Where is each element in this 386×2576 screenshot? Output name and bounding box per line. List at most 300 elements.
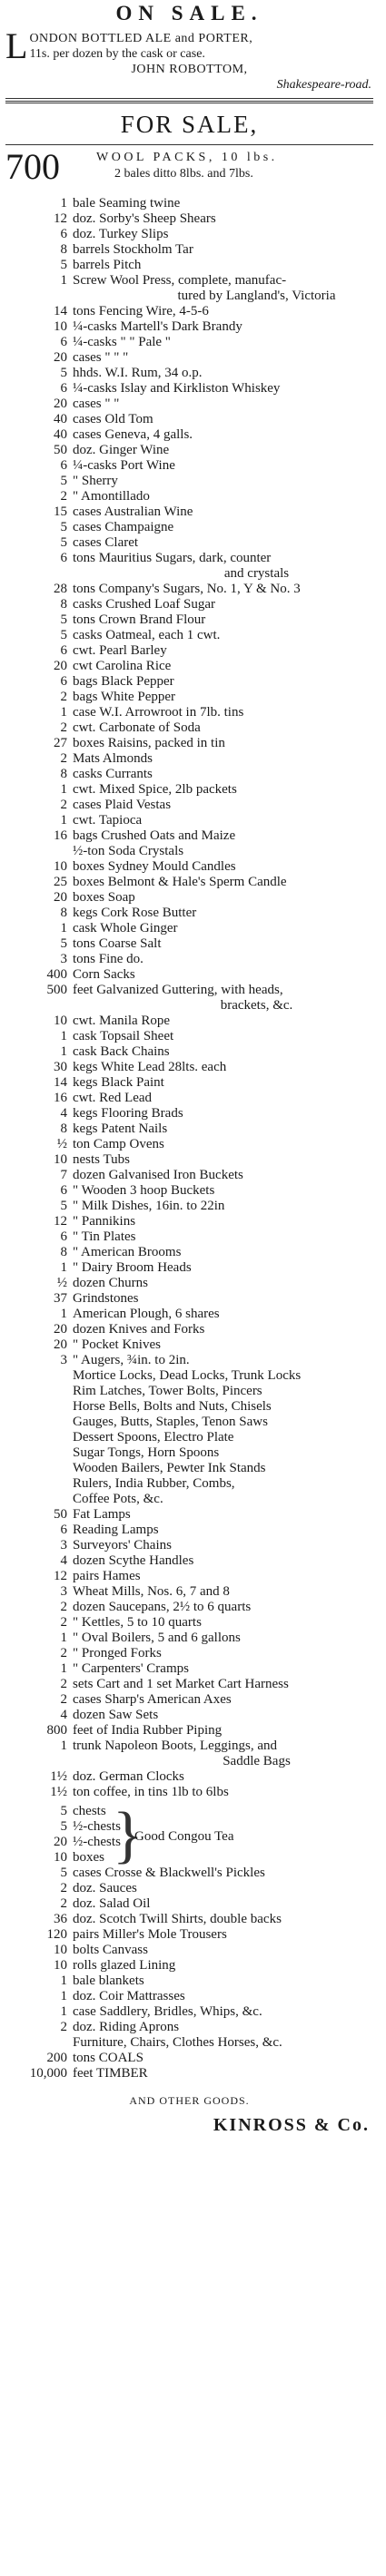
item-quantity: 5 — [60, 535, 67, 550]
item-description: boxes Belmont & Hale's Sperm Candle — [73, 875, 287, 889]
list-item — [5, 1739, 373, 1754]
item-description: feet of India Rubber Piping — [73, 1723, 223, 1738]
item-description: trunk Napoleon Boots, Leggings, and — [73, 1739, 277, 1753]
divider — [5, 144, 373, 145]
item-quantity: 1 — [60, 813, 67, 828]
item-description: nests Tubs — [73, 1152, 130, 1167]
item-description: case Saddlery, Bridles, Whips, &c. — [73, 2004, 262, 2019]
item-description: tons Fencing Wire, 4-5-6 — [73, 304, 209, 318]
list-item — [5, 1075, 373, 1091]
item-quantity: 4 — [60, 1708, 67, 1722]
item-quantity: 5 — [60, 474, 67, 488]
list-item — [5, 2035, 373, 2051]
item-quantity: 15 — [54, 504, 67, 519]
list-item — [5, 443, 373, 458]
list-item — [5, 504, 373, 520]
item-description: ¼-casks Islay and Kirkliston Whiskey — [73, 381, 281, 396]
ad-seller-name: JOHN ROBOTTOM, — [131, 63, 248, 76]
item-description: boxes Soap — [73, 890, 135, 905]
item-quantity: 5 — [60, 1819, 67, 1834]
item-quantity: 20 — [54, 1835, 67, 1849]
item-description: Saddle Bags — [223, 1754, 291, 1768]
item-description: brackets, &c. — [220, 998, 293, 1013]
item-description: cases " " — [73, 397, 120, 411]
item-description: ¼-casks Martell's Dark Brandy — [73, 319, 242, 334]
item-quantity: 2 — [60, 751, 67, 766]
item-quantity: 2 — [60, 1646, 67, 1660]
item-description: " Tin Plates — [73, 1229, 136, 1244]
item-description: boxes Sydney Mould Candles — [73, 859, 236, 874]
item-quantity: 5 — [60, 1804, 67, 1818]
item-quantity: 16 — [54, 1091, 67, 1105]
list-item — [5, 1584, 373, 1600]
item-quantity: 2 — [60, 1600, 67, 1614]
item-quantity: 12 — [54, 211, 67, 226]
list-item — [5, 890, 373, 906]
item-quantity — [5, 1430, 73, 1445]
item-description: Dessert Spoons, Electro Plate — [73, 1430, 234, 1445]
item-description: dozen Galvanised Iron Buckets — [73, 1168, 243, 1182]
item-quantity: 2 — [60, 1881, 67, 1895]
item-quantity: 8 — [60, 597, 67, 612]
item-description: cases Australian Wine — [73, 504, 193, 519]
item-description: doz. Scotch Twill Shirts, double backs — [73, 1912, 282, 1926]
list-item — [5, 1260, 373, 1276]
list-item — [5, 489, 373, 504]
list-item — [5, 474, 373, 489]
list-item — [5, 397, 373, 412]
list-item — [5, 1368, 373, 1384]
item-quantity: 6 — [60, 1523, 67, 1537]
item-quantity: 1 — [60, 2004, 67, 2019]
list-item — [5, 1631, 373, 1646]
item-description: bolts Canvass — [73, 1943, 148, 1957]
item-quantity: 20 — [54, 890, 67, 905]
item-quantity: 200 — [46, 2051, 67, 2065]
list-item — [5, 1912, 373, 1927]
list-item — [5, 1881, 373, 1896]
list-item — [5, 690, 373, 705]
item-description: " Wooden 3 hoop Buckets — [73, 1183, 215, 1198]
list-item — [5, 582, 373, 597]
item-quantity: 6 — [60, 1229, 67, 1244]
list-item — [5, 1168, 373, 1183]
item-description: Screw Wool Press, complete, manufac- — [73, 273, 287, 288]
item-quantity: 5 — [60, 366, 67, 380]
item-description: barrels Pitch — [73, 258, 142, 272]
item-quantity: 25 — [54, 875, 67, 889]
list-item — [5, 1804, 373, 1819]
list-item — [5, 1353, 373, 1368]
item-description: doz. Ginger Wine — [73, 443, 170, 457]
item-description: " Augers, ¾in. to 2in. — [73, 1353, 190, 1367]
list-item — [5, 258, 373, 273]
item-quantity: 3 — [60, 1353, 67, 1367]
item-quantity: 8 — [60, 906, 67, 920]
item-description: Rim Latches, Tower Bolts, Pincers — [73, 1384, 262, 1398]
item-description: " Carpenters' Cramps — [73, 1661, 189, 1676]
item-quantity: 1 — [60, 1044, 67, 1059]
item-description: cases " " " — [73, 350, 129, 365]
list-item — [5, 427, 373, 443]
item-quantity: 36 — [54, 1912, 67, 1926]
item-quantity: 1 — [60, 1631, 67, 1645]
item-description: Gauges, Butts, Staples, Tenon Saws — [73, 1415, 268, 1429]
list-item — [5, 1661, 373, 1677]
item-description: doz. German Clocks — [73, 1769, 184, 1784]
list-item — [5, 782, 373, 798]
brace-label: Good Congou Tea — [134, 1829, 234, 1844]
item-quantity: 10 — [54, 1958, 67, 1973]
list-item — [5, 535, 373, 551]
item-quantity: 40 — [54, 412, 67, 426]
list-item — [5, 1538, 373, 1553]
list-item — [5, 1677, 373, 1692]
item-quantity: 6 — [60, 1183, 67, 1198]
divider-double — [5, 101, 373, 103]
item-description: ½-chests — [73, 1835, 121, 1849]
list-item — [5, 736, 373, 751]
list-item — [5, 1245, 373, 1260]
list-item — [5, 1723, 373, 1739]
list-item — [5, 983, 373, 998]
item-description: " American Brooms — [73, 1245, 182, 1259]
item-quantity: 6 — [60, 381, 67, 396]
list-item — [5, 2004, 373, 2020]
list-item — [5, 1569, 373, 1584]
list-item — [5, 1322, 373, 1337]
item-description: doz. Salad Oil — [73, 1896, 151, 1911]
item-quantity: 3 — [60, 1538, 67, 1552]
item-description: sets Cart and 1 set Market Cart Harness — [73, 1677, 289, 1691]
item-description: feet Galvanized Guttering, with heads, — [73, 983, 283, 997]
item-description: doz. Sauces — [73, 1881, 137, 1895]
item-description: tons Company's Sugars, No. 1, Y & No. 3 — [73, 582, 301, 596]
list-item — [5, 211, 373, 227]
item-description: " Sherry — [73, 474, 118, 488]
item-quantity: 6 — [60, 227, 67, 241]
item-description: " Pocket Knives — [73, 1337, 161, 1352]
item-quantity: 14 — [54, 1075, 67, 1090]
item-description: cwt. Manila Rope — [73, 1014, 171, 1028]
item-description: Fat Lamps — [73, 1507, 131, 1522]
item-quantity: 5 — [60, 936, 67, 951]
item-quantity: 2 — [60, 798, 67, 812]
item-description: cask Whole Ginger — [73, 921, 178, 935]
item-description: cases Sharp's American Axes — [73, 1692, 232, 1707]
item-description: " Pronged Forks — [73, 1646, 162, 1660]
item-description: doz. Sorby's Sheep Shears — [73, 211, 216, 226]
list-item — [5, 1708, 373, 1723]
list-item — [5, 366, 373, 381]
list-item — [5, 998, 373, 1014]
other-goods-note: AND OTHER GOODS. — [129, 2094, 250, 2107]
list-item — [5, 1121, 373, 1137]
list-item — [5, 2020, 373, 2035]
list-item — [5, 828, 373, 844]
list-item — [5, 1307, 373, 1322]
lead-line-1: WOOL PACKS, 10 lbs. — [96, 151, 278, 164]
item-description: cask Topsail Sheet — [73, 1029, 174, 1043]
item-description: boxes Raisins, packed in tin — [73, 736, 225, 750]
item-description: ton coffee, in tins 1lb to 6lbs — [73, 1785, 229, 1799]
list-item — [5, 659, 373, 674]
item-description: " Amontillado — [73, 489, 150, 504]
item-quantity: 30 — [54, 1060, 67, 1074]
item-description: Wheat Mills, Nos. 6, 7 and 8 — [73, 1584, 230, 1599]
item-quantity: 3 — [60, 952, 67, 966]
list-item — [5, 936, 373, 952]
item-quantity: 3 — [60, 1584, 67, 1599]
item-quantity — [5, 1415, 73, 1430]
list-item — [5, 1229, 373, 1245]
item-description: barrels Stockholm Tar — [73, 242, 193, 257]
item-description: tons Mauritius Sugars, dark, counter — [73, 551, 272, 565]
list-item — [5, 1958, 373, 1974]
list-item — [5, 551, 373, 566]
ale-advertisement — [5, 25, 373, 93]
item-quantity — [5, 1754, 73, 1769]
list-item — [5, 859, 373, 875]
item-description: " Pannikins — [73, 1214, 136, 1229]
item-quantity: 8 — [60, 767, 67, 781]
item-quantity: 1 — [60, 705, 67, 720]
item-description: pairs Hames — [73, 1569, 141, 1583]
item-description: cwt. Pearl Barley — [73, 643, 167, 658]
item-description: ½-chests — [73, 1819, 121, 1834]
item-quantity: 800 — [46, 1723, 67, 1738]
list-item — [5, 1943, 373, 1958]
item-quantity: 28 — [54, 582, 67, 596]
list-item — [5, 1523, 373, 1538]
list-item — [5, 1974, 373, 1989]
list-item — [5, 875, 373, 890]
list-item — [5, 1137, 373, 1152]
item-quantity: 5 — [60, 628, 67, 642]
item-description: American Plough, 6 shares — [73, 1307, 220, 1321]
list-item — [5, 458, 373, 474]
list-item — [5, 273, 373, 289]
list-item — [5, 350, 373, 366]
item-quantity — [5, 1461, 73, 1476]
item-description: ½-ton Soda Crystals — [73, 844, 184, 858]
list-item — [5, 813, 373, 828]
item-quantity: 2 — [60, 1615, 67, 1630]
list-item — [5, 1044, 373, 1060]
item-quantity: 20 — [54, 1337, 67, 1352]
item-description: ¼-casks " " Pale " — [73, 335, 171, 349]
item-quantity: 1 — [60, 1260, 67, 1275]
item-quantity: 1 — [60, 1307, 67, 1321]
item-description: " Kettles, 5 to 10 quarts — [73, 1615, 202, 1630]
ad-address: Shakespeare-road. — [276, 78, 371, 92]
item-description: bale blankets — [73, 1974, 144, 1988]
item-quantity: 2 — [60, 1692, 67, 1707]
item-description: cwt. Red Lead — [73, 1091, 153, 1105]
item-description: cases Old Tom — [73, 412, 153, 426]
item-quantity: 5 — [60, 1866, 67, 1880]
item-quantity: 2 — [60, 690, 67, 704]
list-item — [5, 674, 373, 690]
list-item — [5, 612, 373, 628]
item-description: cases Claret — [73, 535, 139, 550]
item-description: Horse Bells, Bolts and Nuts, Chisels — [73, 1399, 272, 1414]
list-item — [5, 705, 373, 720]
item-quantity: 400 — [46, 967, 67, 982]
list-item — [5, 1060, 373, 1075]
item-quantity: 7 — [60, 1168, 67, 1182]
item-description: Wooden Bailers, Pewter Ink Stands — [73, 1461, 266, 1475]
list-item — [5, 1866, 373, 1881]
list-item — [5, 767, 373, 782]
list-item — [5, 1106, 373, 1121]
list-item — [5, 906, 373, 921]
item-quantity — [5, 1399, 73, 1415]
item-quantity: 1 — [60, 1989, 67, 2003]
list-item — [5, 1399, 373, 1415]
list-item — [5, 335, 373, 350]
item-quantity: 1 — [60, 1661, 67, 1676]
item-quantity: 6 — [60, 551, 67, 565]
item-quantity: 5 — [60, 1199, 67, 1213]
item-description: chests — [73, 1804, 106, 1818]
list-item — [5, 643, 373, 659]
firm-name: KINROSS & Co. — [213, 2115, 370, 2135]
item-description: dozen Saw Sets — [73, 1708, 159, 1722]
item-quantity: 1 — [60, 196, 67, 211]
list-item — [5, 1199, 373, 1214]
item-quantity: 5 — [60, 520, 67, 534]
item-description: cwt. Mixed Spice, 2lb packets — [73, 782, 237, 797]
list-item — [5, 1754, 373, 1769]
list-item — [5, 1276, 373, 1291]
item-description: casks Currants — [73, 767, 153, 781]
item-quantity: 6 — [60, 458, 67, 473]
list-item — [5, 1291, 373, 1307]
list-item — [5, 1646, 373, 1661]
list-item — [5, 1927, 373, 1943]
list-item — [5, 1214, 373, 1229]
item-description: bags Crushed Oats and Maize — [73, 828, 236, 843]
item-description: kegs Flooring Brads — [73, 1106, 183, 1121]
section-title: FOR SALE, — [120, 111, 259, 138]
item-quantity: 50 — [54, 443, 67, 457]
list-item — [5, 1553, 373, 1569]
item-quantity: 12 — [54, 1214, 67, 1229]
list-item — [5, 1415, 373, 1430]
list-item — [5, 1384, 373, 1399]
item-quantity: 20 — [54, 659, 67, 673]
lead-quantity: 700 — [5, 146, 60, 187]
drop-cap: L — [5, 25, 28, 66]
item-description: cases Crosse & Blackwell's Pickles — [73, 1866, 265, 1880]
list-item — [5, 227, 373, 242]
list-item — [5, 751, 373, 767]
item-quantity: ½ — [56, 1137, 67, 1151]
list-item — [5, 1785, 373, 1800]
lead-item — [5, 146, 373, 192]
item-list-2 — [5, 1866, 373, 2081]
ad-line-1: ONDON BOTTLED ALE and PORTER, — [29, 32, 253, 45]
item-quantity: 4 — [60, 1553, 67, 1568]
item-quantity: 14 — [54, 304, 67, 318]
item-quantity: 1 — [60, 273, 67, 288]
item-description: Sugar Tongs, Horn Spoons — [73, 1445, 220, 1460]
item-description: doz. Coir Mattrasses — [73, 1989, 185, 2003]
item-quantity: 10 — [54, 859, 67, 874]
item-description: Reading Lamps — [73, 1523, 159, 1537]
item-description: Rulers, India Rubber, Combs, — [73, 1476, 235, 1491]
list-item — [5, 1445, 373, 1461]
item-quantity: 37 — [54, 1291, 67, 1306]
item-quantity: 500 — [46, 983, 67, 997]
list-item — [5, 566, 373, 582]
ad-line-2: 11s. per dozen by the cask or case. — [29, 47, 205, 61]
item-quantity: 6 — [60, 643, 67, 658]
item-quantity: ½ — [56, 1276, 67, 1290]
item-description: case W.I. Arrowroot in 7lb. tins — [73, 705, 244, 720]
item-description: dozen Knives and Forks — [73, 1322, 205, 1337]
item-quantity: 50 — [54, 1507, 67, 1522]
item-description: tons Fine do. — [73, 952, 144, 966]
item-description: Corn Sacks — [73, 967, 135, 982]
item-quantity — [5, 844, 73, 859]
item-quantity: 10,000 — [29, 2066, 67, 2081]
item-description: tons COALS — [73, 2051, 144, 2065]
brace-glyph: } — [113, 1800, 144, 1870]
item-quantity: 12 — [54, 1569, 67, 1583]
item-quantity: 1 — [60, 1029, 67, 1043]
list-item — [5, 1430, 373, 1445]
item-description: cwt. Tapioca — [73, 813, 143, 828]
list-item — [5, 319, 373, 335]
item-description: Mats Almonds — [73, 751, 153, 766]
lead-line-2: 2 bales ditto 8lbs. and 7lbs. — [114, 167, 253, 181]
item-quantity — [5, 998, 73, 1014]
item-quantity: 2 — [60, 1896, 67, 1911]
item-quantity: 5 — [60, 258, 67, 272]
item-quantity — [5, 1492, 73, 1507]
item-description: kegs Black Paint — [73, 1075, 164, 1090]
item-quantity: 10 — [54, 1014, 67, 1028]
item-description: rolls glazed Lining — [73, 1958, 176, 1973]
item-description: hhds. W.I. Rum, 34 o.p. — [73, 366, 203, 380]
item-description: cases Plaid Vestas — [73, 798, 172, 812]
item-list — [5, 196, 373, 1800]
item-description: dozen Churns — [73, 1276, 148, 1290]
item-description: cases Geneva, 4 galls. — [73, 427, 193, 442]
item-quantity: 2 — [60, 720, 67, 735]
item-description: bale Seaming twine — [73, 196, 181, 211]
item-description: casks Oatmeal, each 1 cwt. — [73, 628, 221, 642]
list-item — [5, 289, 373, 304]
item-description: doz. Turkey Slips — [73, 227, 169, 241]
item-quantity: 20 — [54, 1322, 67, 1337]
item-quantity: 6 — [60, 674, 67, 689]
item-description: Coffee Pots, &c. — [73, 1492, 163, 1506]
item-description: Grindstones — [73, 1291, 139, 1306]
item-quantity — [5, 2035, 73, 2051]
list-item — [5, 520, 373, 535]
item-description: bags Black Pepper — [73, 674, 174, 689]
page-title: ON SALE. — [115, 2, 263, 24]
item-quantity — [5, 566, 73, 582]
item-description: Mortice Locks, Dead Locks, Trunk Locks — [73, 1368, 302, 1383]
list-item — [5, 1476, 373, 1492]
item-description: tons Coarse Salt — [73, 936, 162, 951]
list-item — [5, 1600, 373, 1615]
item-quantity — [5, 1445, 73, 1461]
